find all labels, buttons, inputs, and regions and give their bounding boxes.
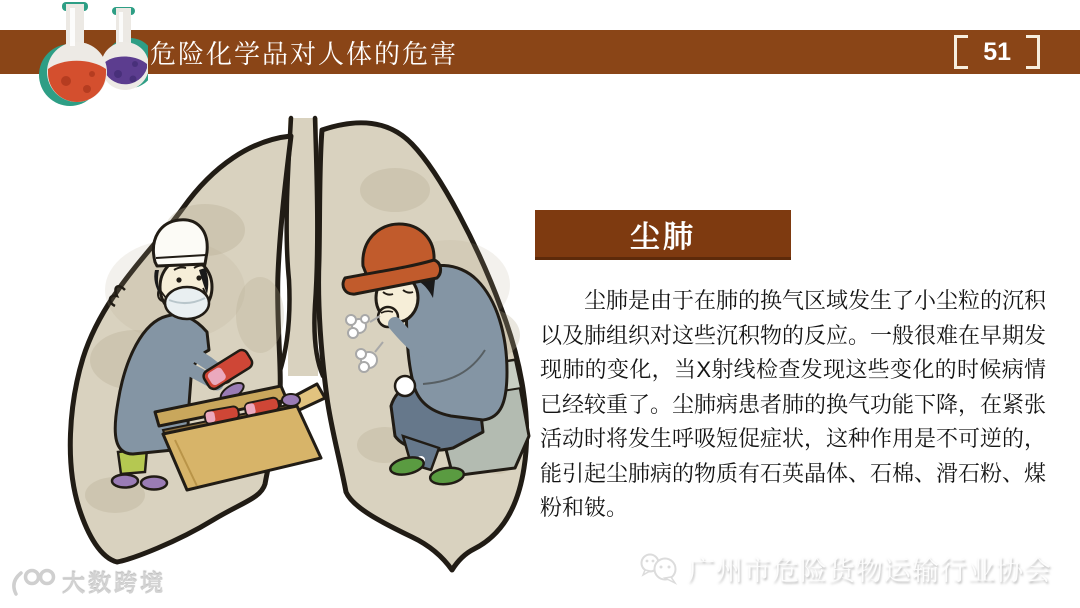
association-watermark bbox=[638, 549, 1052, 588]
association-name: 广州市危险货物运输行业协会 bbox=[688, 556, 1052, 586]
site-watermark bbox=[8, 562, 166, 600]
page-number: 51 bbox=[983, 37, 1011, 66]
section-title: 尘肺 bbox=[630, 220, 696, 254]
body-paragraph: 尘肺是由于在肺的换气区域发生了小尘粒的沉积 以及肺组织对这些沉积物的反应。一般很难在早期发现肺的变化，当X射线检查发现这些变化的时候病情已经较重了。尘肺病患者肺的换气功能下降，在紧张活动时将发生呼吸短促症状，这种作用是不可逆的，能引起尘肺病的物质有石英晶体、石棉、滑石粉、煤粉和铍。 bbox=[540, 288, 1069, 520]
header-bar bbox=[0, 30, 1080, 74]
lungs-illustration bbox=[55, 110, 545, 587]
page-title: 危险化学品对人体的危害 bbox=[150, 38, 459, 69]
right-bracket-decoration bbox=[1026, 35, 1040, 69]
watermark-text: 大数跨境 bbox=[62, 569, 166, 596]
left-bracket-decoration bbox=[954, 35, 968, 69]
hundred-logo-icon bbox=[8, 562, 56, 600]
chemistry-flasks-icon bbox=[36, 0, 148, 111]
section-title-box bbox=[535, 210, 791, 260]
wechat-bubbles-icon bbox=[638, 552, 680, 586]
page-number-group bbox=[954, 30, 1040, 74]
